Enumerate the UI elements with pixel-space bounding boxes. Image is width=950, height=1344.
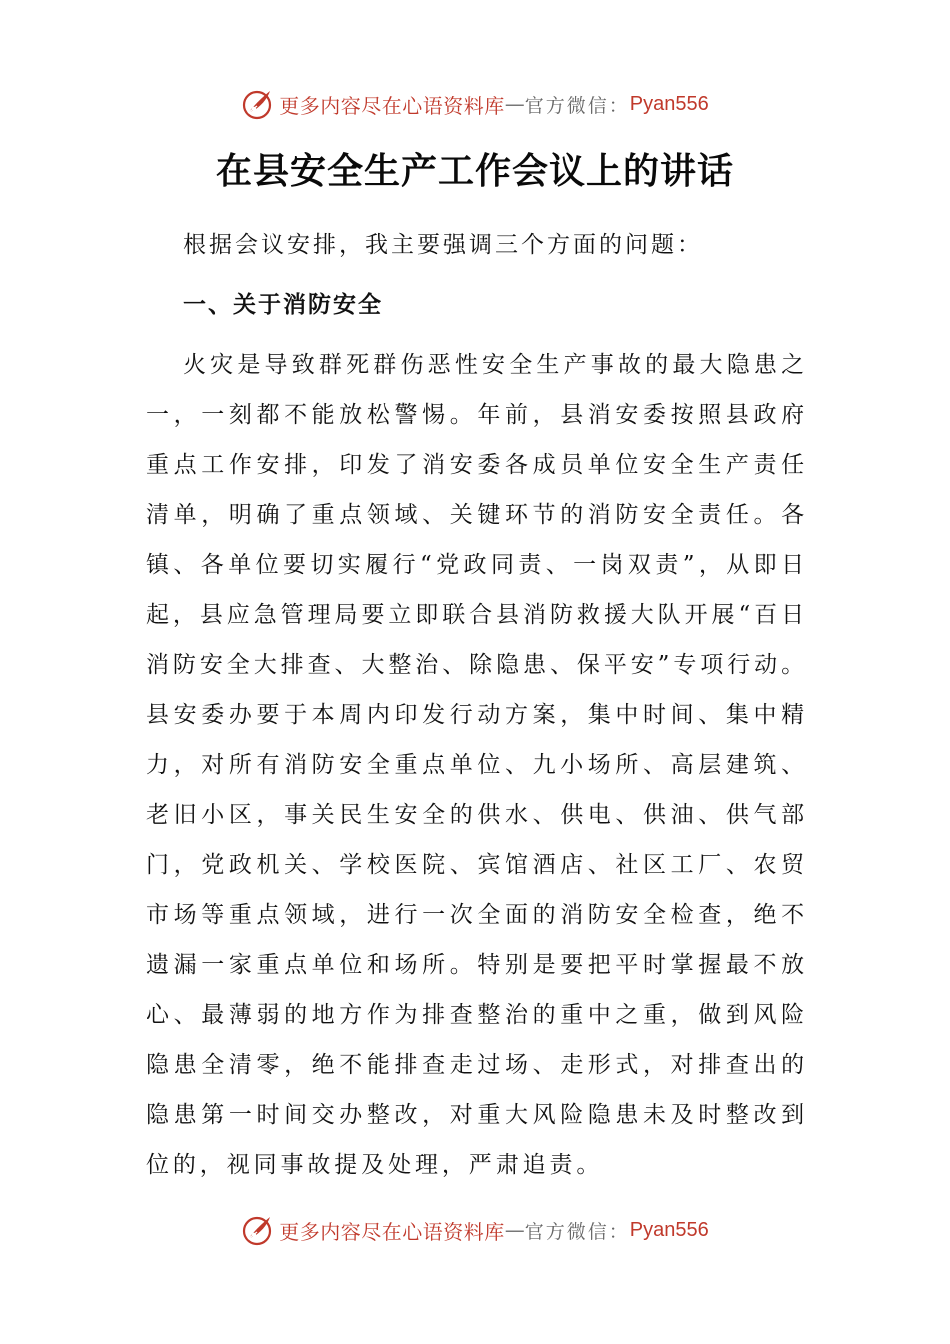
banner-wechat-id: Pyan556: [629, 92, 709, 115]
footer-banner: [0, 1210, 950, 1250]
header-banner: [0, 84, 950, 124]
document-body: [146, 220, 808, 1190]
document-title: 在县安全生产工作会议上的讲话: [215, 150, 734, 192]
section-heading-fire-safety: 一、关于消防安全: [183, 292, 383, 318]
banner-wechat-label: 官方微信：: [524, 1220, 630, 1243]
banner-slogan: 更多内容尽在心语资料库: [279, 93, 505, 118]
fire-safety-paragraph: 火灾是导致群死群伤恶性安全生产事故的最大隐患之一，一刻都不能放松警惕。年前，县消安委按照县政府重点工作安排，印发了消安委各成员单位安全生产责任清单，明确了重点领域、关键环节的消防安全责任。各镇、各单位要切实履行“党政同责、一岗双责”，从即日起，县应急管理局要立即联合县消防救援大队开展“百日消防安全大排查、大整治、除隐患、保平安”专项行动。县安委办要于本周内印发行动方案，集中时间、集中精力，对所有消防安全重点单位、九小场所、高层建筑、老旧小区，事关民生安全的供水、供电、供油、供气部门，党政机关、学校医院、宾馆酒店、社区工厂、农贸市场等重点领域，进行一次全面的消防安全检查，绝不遗漏一家重点单位和场所。特别是要把平时掌握最不放心、最薄弱的地方作为排查整治的重中之重，做到风险隐患全清零，绝不能排查走过场、走形式，对排查出的隐患第一时间交办整改，对重大风险隐患未及时整改到位的，视同事故提及处理，严肃追责。: [146, 352, 808, 1178]
banner-wechat-label: 官方微信：: [524, 94, 630, 117]
banner-slogan: 更多内容尽在心语资料库: [279, 1219, 505, 1244]
quill-logo-icon: [241, 87, 275, 121]
banner-wechat-id: Pyan556: [629, 1218, 709, 1241]
intro-paragraph: 根据会议安排，我主要强调三个方面的问题：: [183, 232, 703, 258]
banner-separator: —: [504, 92, 525, 116]
quill-logo-icon: [241, 1213, 275, 1247]
banner-separator: —: [504, 1218, 525, 1242]
